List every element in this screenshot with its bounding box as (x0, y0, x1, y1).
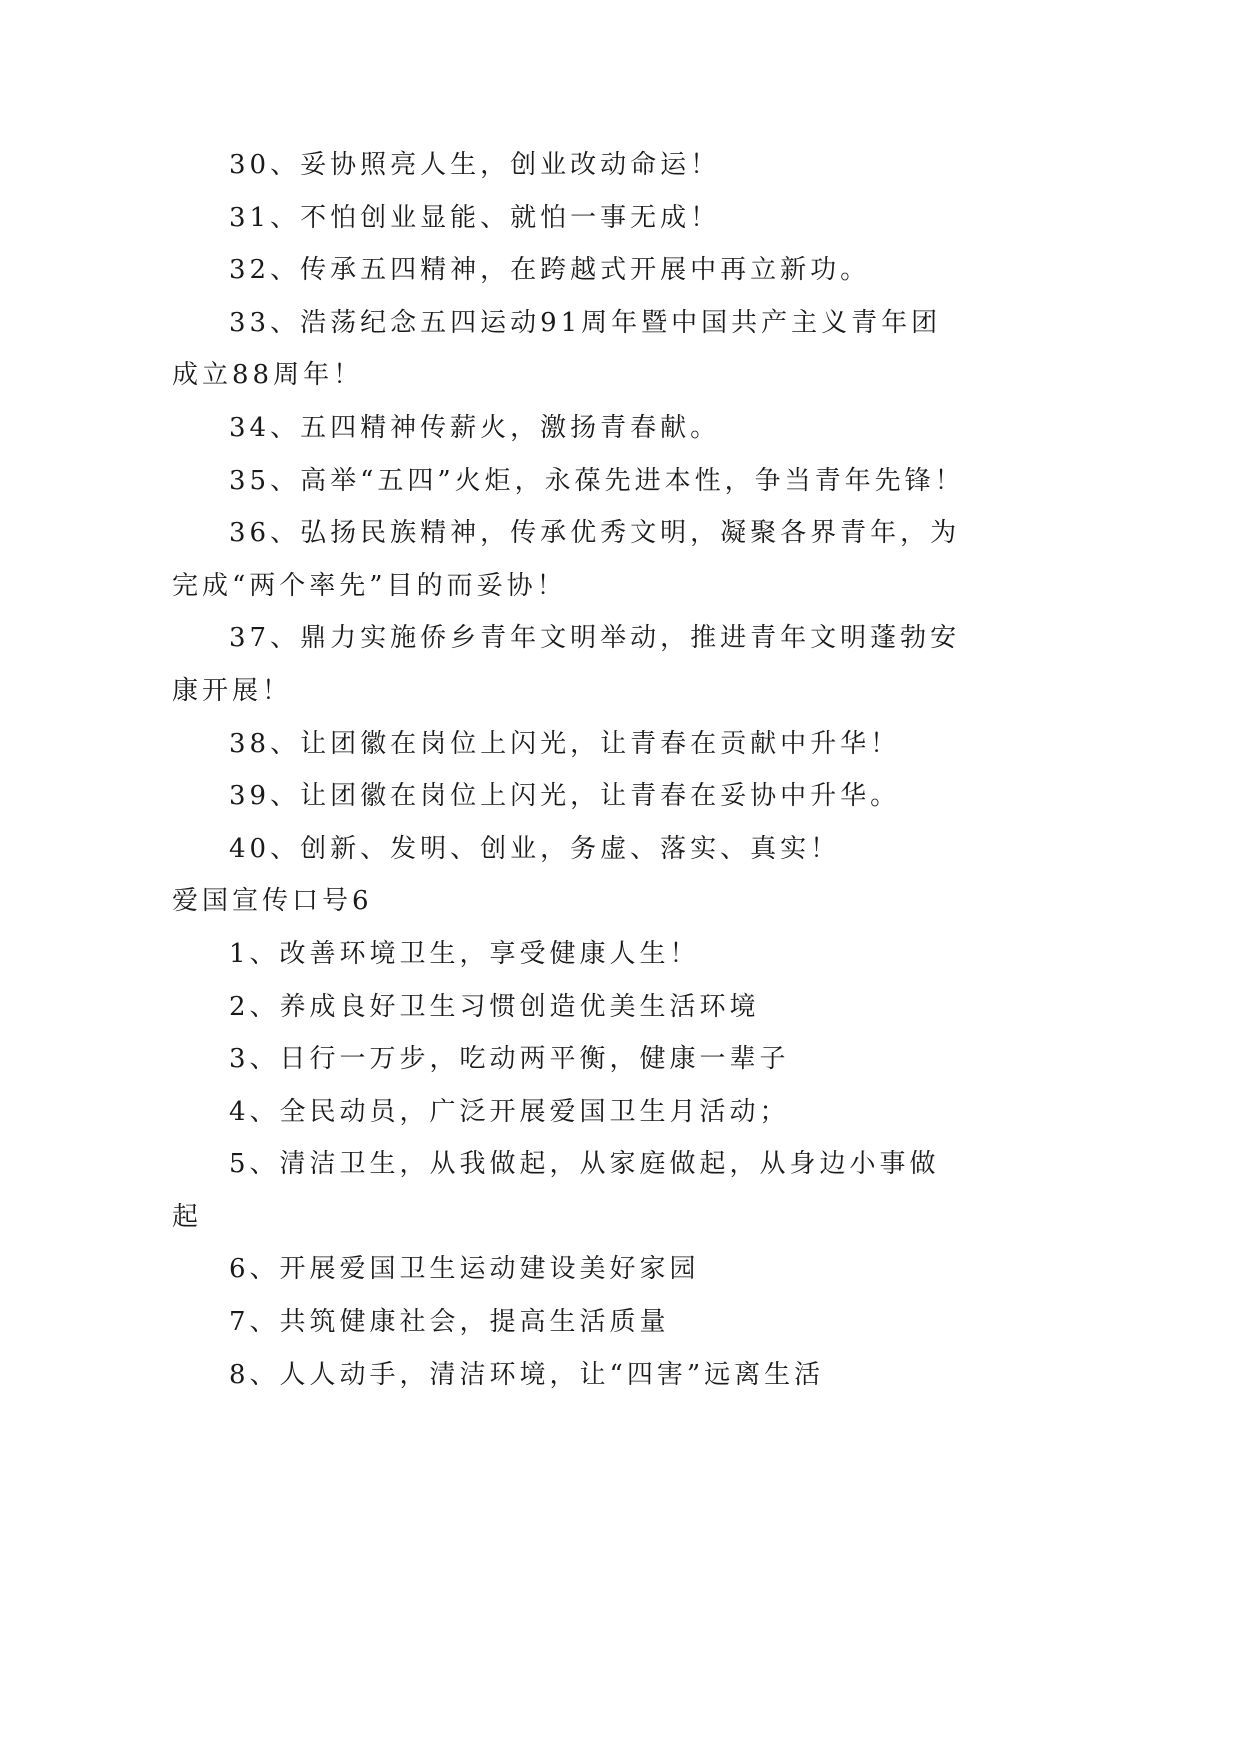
slogan-item (172, 718, 972, 771)
slogan-line: 30、妥协照亮人生，创业改动命运！ (229, 150, 721, 180)
slogan-line-continued: 康开展！ (172, 675, 293, 706)
slogan-line: 3、日行一万步，吃动两平衡，健康一辈子 (229, 1044, 790, 1075)
slogan-item (172, 297, 972, 402)
slogan-line: 5、清洁卫生，从我做起，从家庭做起，从身边小事做 (229, 1149, 940, 1180)
slogan-item (172, 1243, 972, 1296)
slogan-line: 33、浩荡纪念五四运动91周年暨中国共产主义青年团 (229, 307, 942, 338)
slogan-line: 2、养成良好卫生习惯创造优美生活环境 (229, 991, 760, 1022)
document-page (172, 139, 972, 1619)
slogan-item (172, 1033, 972, 1086)
slogan-item (172, 244, 972, 297)
slogan-line-continued: 起 (172, 1201, 203, 1232)
slogan-item (172, 455, 972, 508)
slogan-line: 32、传承五四精神，在跨越式开展中再立新功。 (229, 255, 871, 286)
slogan-item (172, 981, 972, 1034)
slogan-line: 35、高举“五四”火炬，永葆先进本性，争当青年先锋！ (229, 465, 965, 496)
slogan-line: 1、改善环境卫生，享受健康人生！ (229, 938, 700, 969)
slogan-list-youth (172, 139, 972, 875)
slogan-item (172, 1138, 972, 1243)
slogan-line-continued: 完成“两个率先”目的而妥协！ (172, 570, 567, 601)
slogan-line: 4、全民动员，广泛开展爱国卫生月活动； (229, 1096, 790, 1127)
slogan-line: 40、创新、发明、创业，务虚、落实、真实！ (229, 833, 841, 864)
slogan-line: 37、鼎力实施侨乡青年文明举动，推进青年文明蓬勃安 (229, 623, 961, 654)
slogan-line: 36、弘扬民族精神，传承优秀文明，凝聚各界青年，为 (229, 518, 961, 549)
slogan-line: 8、人人动手，清洁环境，让“四害”远离生活 (229, 1359, 825, 1390)
slogan-item (172, 139, 972, 192)
slogan-line: 31、不怕创业显能、就怕一事无成！ (229, 202, 721, 233)
slogan-line: 39、让团徽在岗位上闪光，让青春在妥协中升华。 (229, 781, 901, 812)
slogan-item (172, 1349, 972, 1402)
slogan-item (172, 770, 972, 823)
slogan-item (172, 1296, 972, 1349)
slogan-line: 7、共筑健康社会，提高生活质量 (229, 1307, 670, 1338)
slogan-line: 6、开展爱国卫生运动建设美好家园 (229, 1254, 700, 1285)
slogan-item (172, 192, 972, 245)
section-heading: 爱国宣传口号6 (172, 886, 373, 917)
slogan-item (172, 507, 972, 612)
slogan-line: 38、让团徽在岗位上闪光，让青春在贡献中升华！ (229, 728, 901, 759)
slogan-item (172, 402, 972, 455)
slogan-item (172, 612, 972, 717)
slogan-item (172, 823, 972, 876)
slogan-line-continued: 成立88周年！ (172, 360, 364, 391)
slogan-item (172, 928, 972, 981)
slogan-item (172, 1086, 972, 1139)
slogan-line: 34、五四精神传薪火，激扬青春献。 (229, 412, 721, 443)
slogan-list-patriotic-hygiene (172, 928, 972, 1401)
